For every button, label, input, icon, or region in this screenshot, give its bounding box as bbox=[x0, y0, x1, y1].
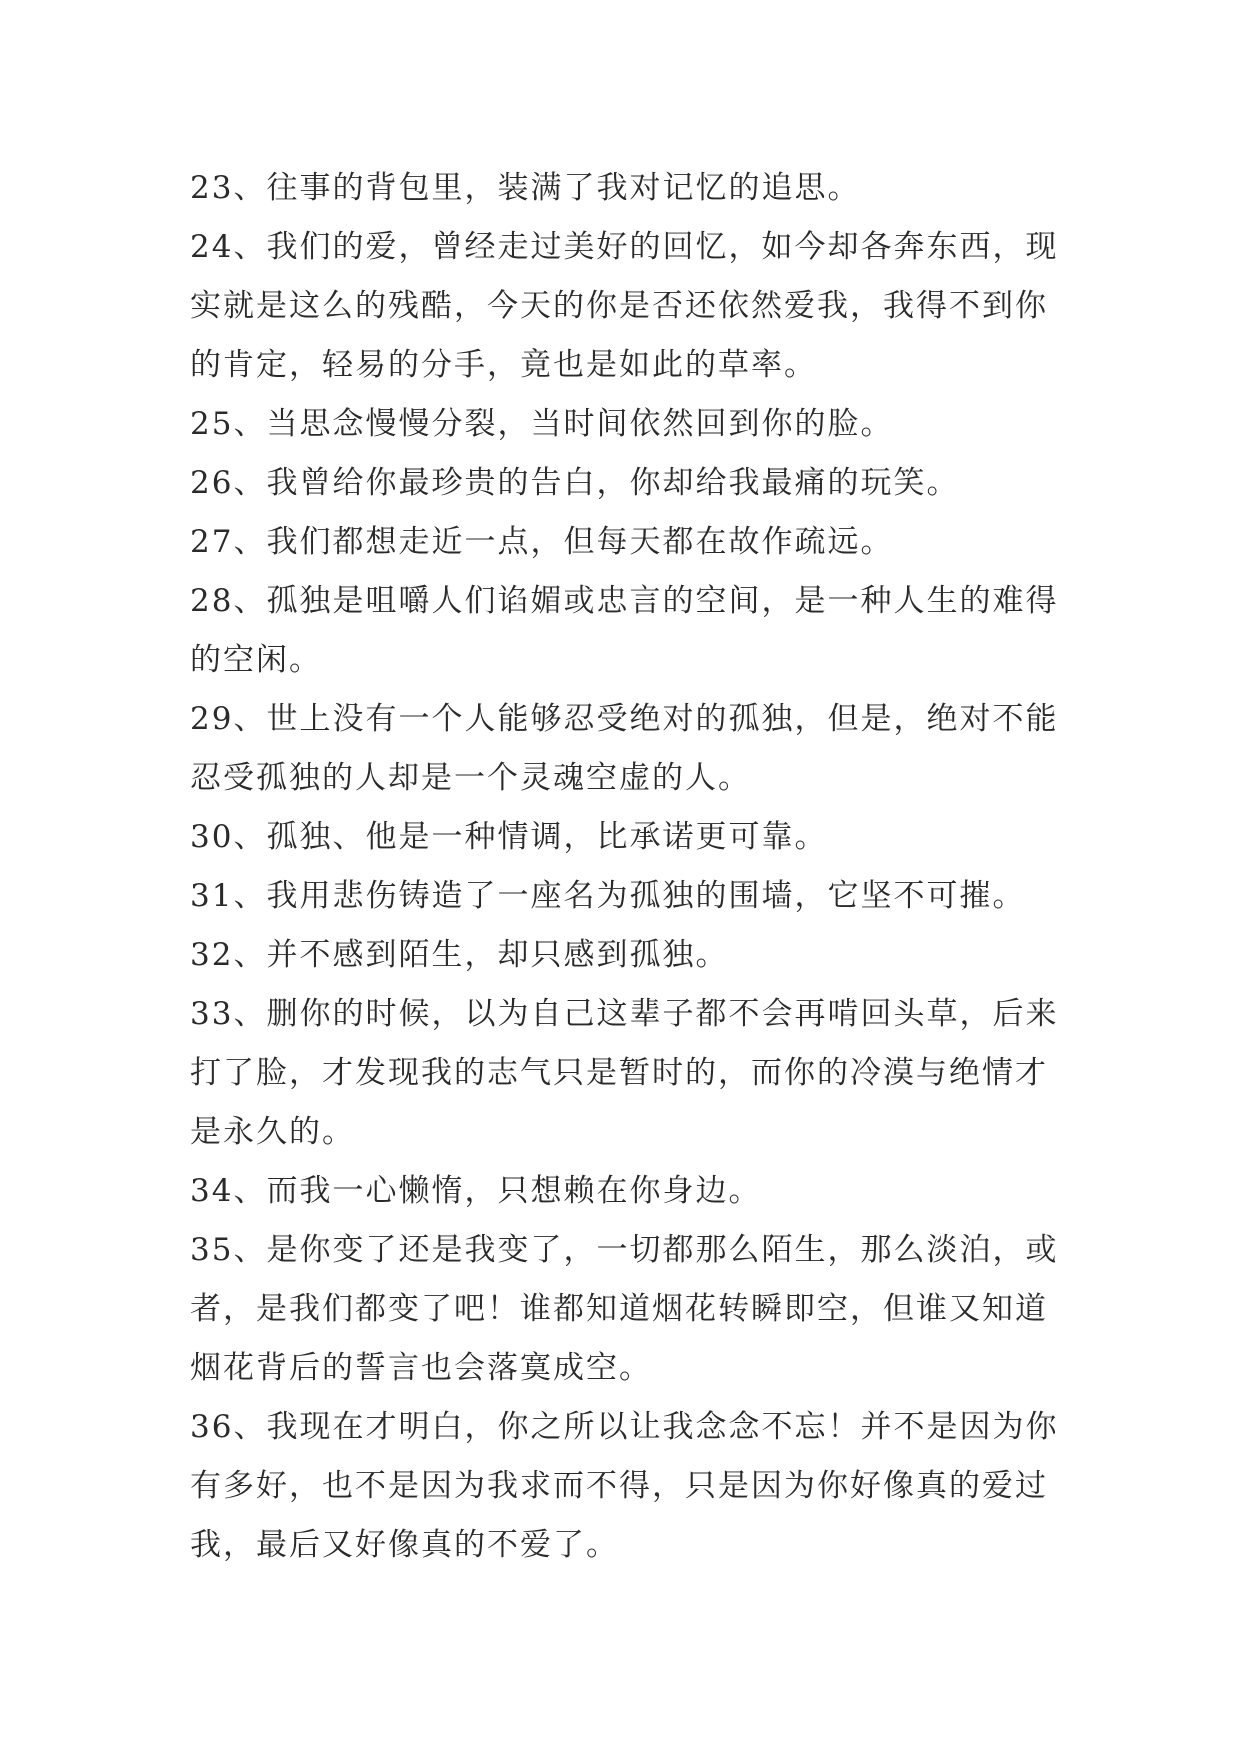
text-line: 33、删你的时候，以为自己这辈子都不会再啃回头草，后来 bbox=[190, 996, 1059, 1032]
text-line: 的肯定，轻易的分手，竟也是如此的草率。 bbox=[190, 347, 817, 383]
text-line: 26、我曾给你最珍贵的告白，你却给我最痛的玩笑。 bbox=[190, 465, 960, 501]
text-line: 有多好，也不是因为我求而不得，只是因为你好像真的爱过 bbox=[190, 1468, 1048, 1504]
text-line: 者，是我们都变了吧！谁都知道烟花转瞬即空，但谁又知道 bbox=[190, 1291, 1048, 1327]
text-line: 忍受孤独的人却是一个灵魂空虚的人。 bbox=[190, 760, 751, 796]
text-line: 是永久的。 bbox=[190, 1114, 355, 1150]
text-line: 24、我们的爱，曾经走过美好的回忆，如今却各奔东西，现 bbox=[190, 229, 1059, 265]
text-line: 27、我们都想走近一点，但每天都在故作疏远。 bbox=[190, 524, 894, 560]
text-line: 25、当思念慢慢分裂，当时间依然回到你的脸。 bbox=[190, 406, 894, 442]
text-line: 30、孤独、他是一种情调，比承诺更可靠。 bbox=[190, 819, 828, 855]
text-line: 我，最后又好像真的不爱了。 bbox=[190, 1527, 619, 1563]
text-line: 烟花背后的誓言也会落寞成空。 bbox=[190, 1350, 652, 1386]
text-line: 31、我用悲伤铸造了一座名为孤独的围墙，它坚不可摧。 bbox=[190, 878, 1026, 914]
text-line: 36、我现在才明白，你之所以让我念念不忘！并不是因为你 bbox=[190, 1409, 1059, 1445]
text-line: 打了脸，才发现我的志气只是暂时的，而你的冷漠与绝情才 bbox=[190, 1055, 1048, 1091]
text-line: 的空闲。 bbox=[190, 642, 322, 678]
text-line: 实就是这么的残酷，今天的你是否还依然爱我，我得不到你 bbox=[190, 288, 1048, 324]
text-line: 29、世上没有一个人能够忍受绝对的孤独，但是，绝对不能 bbox=[190, 701, 1059, 737]
text-line: 23、往事的背包里，装满了我对记忆的追思。 bbox=[190, 170, 861, 206]
text-line: 32、并不感到陌生，却只感到孤独。 bbox=[190, 937, 729, 973]
text-line: 28、孤独是咀嚼人们谄媚或忠言的空间，是一种人生的难得 bbox=[190, 583, 1059, 619]
text-line: 34、而我一心懒惰，只想赖在你身边。 bbox=[190, 1173, 762, 1209]
document-body bbox=[190, 159, 1060, 1575]
text-line: 35、是你变了还是我变了，一切都那么陌生，那么淡泊，或 bbox=[190, 1232, 1059, 1268]
